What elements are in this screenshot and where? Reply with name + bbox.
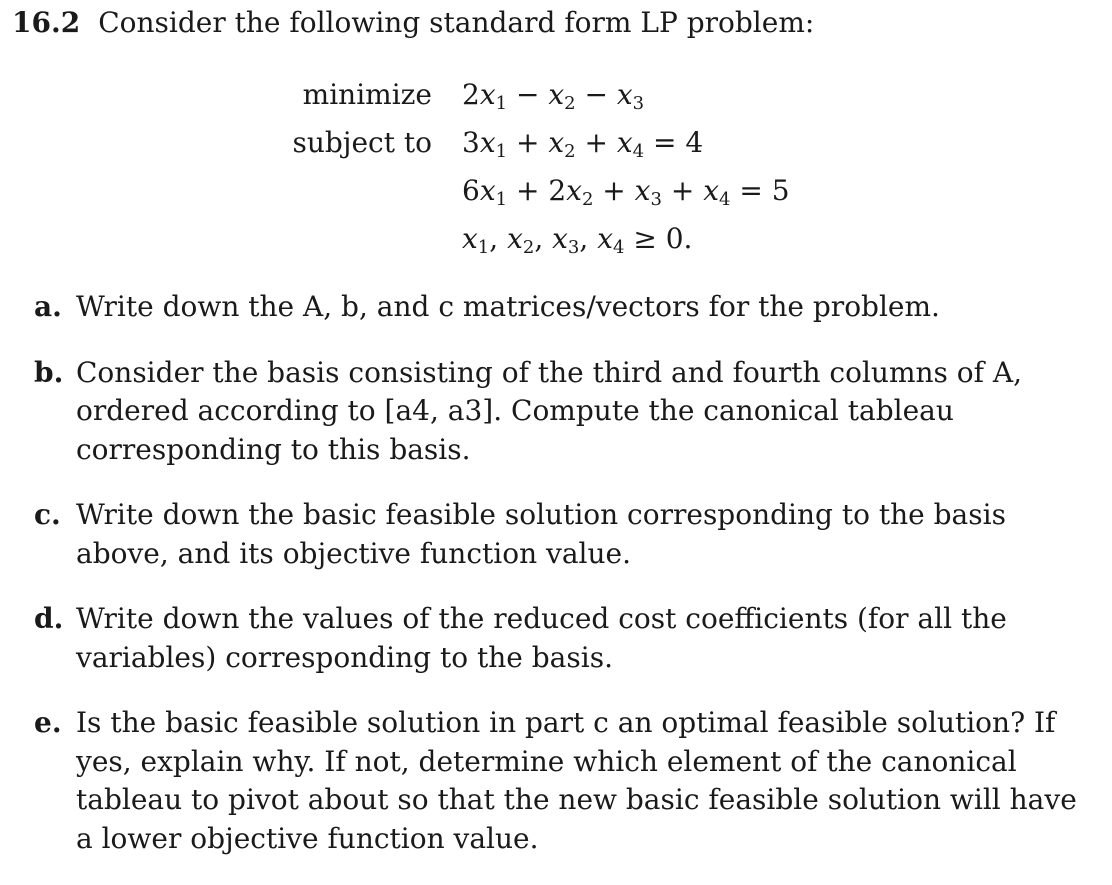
part-letter: a. xyxy=(34,290,62,323)
part-letter: e. xyxy=(34,706,62,739)
part-letter: b. xyxy=(34,355,64,389)
lp-constraint-row-2 xyxy=(0,174,1112,214)
part-d xyxy=(34,600,1094,677)
part-text: Write down the basic feasible solution corresponding to the basis above, and its objective function value. xyxy=(76,498,1006,570)
part-c xyxy=(34,496,1094,573)
part-text: Write down the A, b, and c matrices/vectors for the problem. xyxy=(76,290,940,323)
constraint-label: subject to xyxy=(292,126,432,159)
part-e xyxy=(34,704,1094,858)
objective-expression: $2x_1 - x_2 - x_3$ xyxy=(462,78,645,114)
part-text: Write down the values of the reduced cost coefficients (for all the variables) corresponding to the basis. xyxy=(76,602,1007,674)
part-letter: d. xyxy=(34,602,64,635)
part-text: Consider the basis consisting of the third and fourth columns of A, ordered according to [a4, a3]. Compute the canonical tableau corresponding to this basis. xyxy=(76,355,1023,466)
objective-label: minimize xyxy=(302,78,432,111)
lp-constraint-row-1 xyxy=(0,126,1112,166)
part-text: Is the basic feasible solution in part c an optimal feasible solution? If yes, explain why. If not, determine which element of the canonical tableau to pivot about so that the new basic feasible solution will have a lower objective function value. xyxy=(76,706,1077,855)
problem-parts xyxy=(34,288,1094,885)
constraint-1: $3x_1 + x_2 + x_4 = 4$ xyxy=(462,126,704,162)
part-letter: c. xyxy=(34,498,61,531)
lp-objective-row xyxy=(0,78,1112,118)
part-b xyxy=(34,354,1094,470)
nonnegativity-constraint: $x_1$, $x_2$, $x_3$, $x_4 \ge 0$. xyxy=(462,222,693,258)
problem-number: 16.2 xyxy=(12,6,81,39)
lp-constraint-row-3 xyxy=(0,222,1112,262)
problem-heading xyxy=(12,6,814,39)
part-a xyxy=(34,288,1094,327)
problem-intro: Consider the following standard form LP problem: xyxy=(98,6,815,39)
constraint-2: $6x_1 + 2x_2 + x_3 + x_4 = 5$ xyxy=(462,174,790,210)
